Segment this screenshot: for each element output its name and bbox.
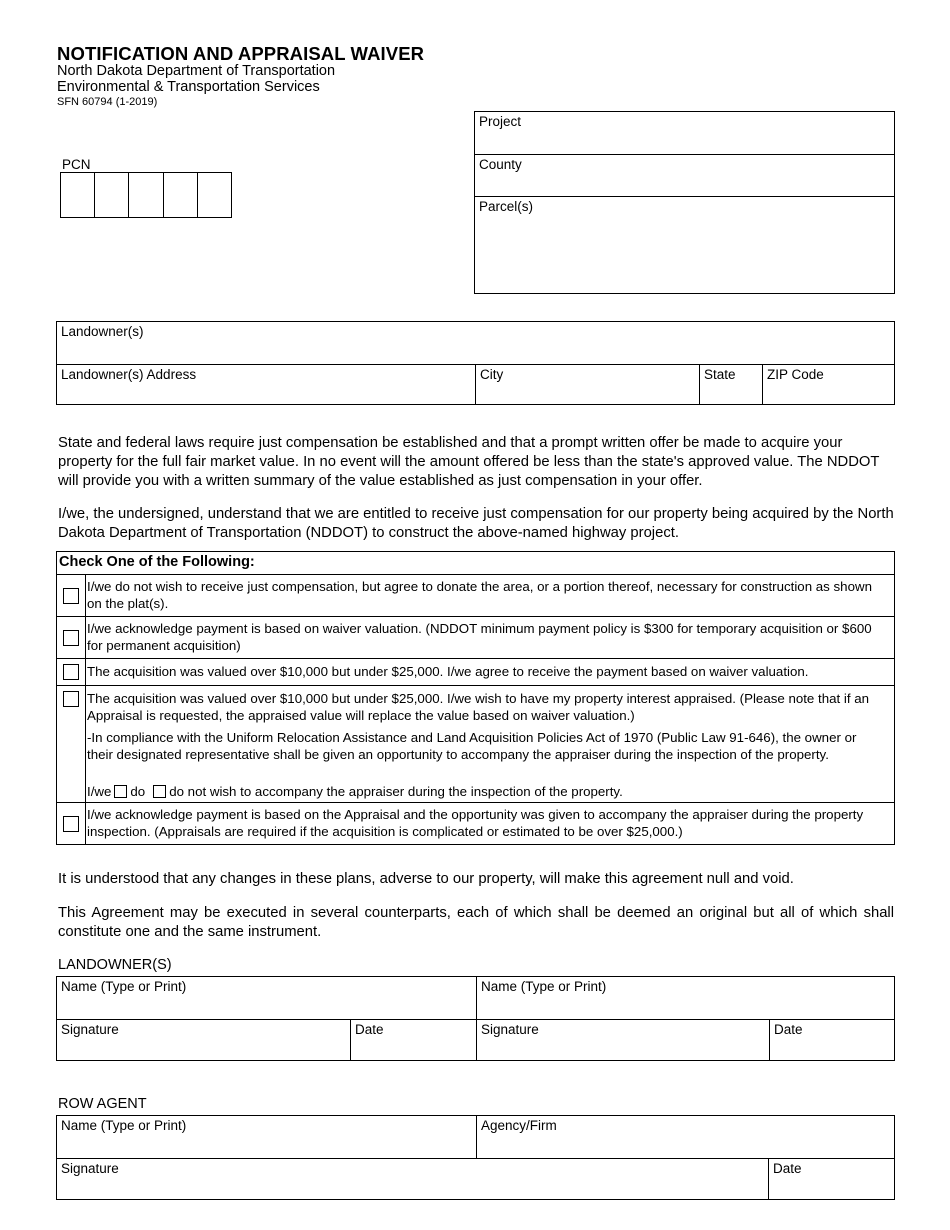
accompany-do-not-checkbox[interactable] — [153, 785, 166, 798]
county-field[interactable] — [475, 154, 894, 196]
signature-label: Signature — [481, 1022, 539, 1037]
landowner-signature-box — [56, 976, 895, 1061]
appraisal-payment-checkbox[interactable] — [63, 816, 79, 832]
appraisal-payment-option-text: I/we acknowledge payment is based on the Appraisal and the opportunity was given to accompany the appraiser during the property inspection. (Appraisals are required if the acquisition is complicated or estimated to be over $25,000.) — [87, 807, 864, 839]
appraise-checkbox[interactable] — [63, 691, 79, 707]
accompany-do-checkbox[interactable] — [114, 785, 127, 798]
landowner-signature-field-2[interactable] — [476, 1019, 769, 1060]
option-row-donate — [57, 574, 894, 616]
signature-label: Signature — [61, 1022, 119, 1037]
accompany-prefix: I/we — [87, 784, 112, 799]
donate-option-text: I/we do not wish to receive just compensation, but agree to donate the area, or a portion thereof, necessary for construction as shown on the plat(s). — [87, 579, 872, 611]
agent-date-label: Date — [773, 1161, 802, 1176]
accompany-do-label: do — [130, 784, 146, 799]
form-title: NOTIFICATION AND APPRAISAL WAIVER — [57, 43, 425, 64]
project-field[interactable] — [475, 112, 894, 154]
landowner-name-field-2[interactable] — [476, 977, 894, 1019]
option-row-appraisal-payment — [57, 802, 894, 845]
pcn-input-boxes — [60, 172, 232, 218]
project-info-box — [474, 111, 895, 294]
agency-field[interactable] — [476, 1116, 894, 1158]
option-row-appraise — [57, 685, 894, 802]
option-row-waiver-valuation — [57, 616, 894, 658]
donate-checkbox[interactable] — [63, 588, 79, 604]
pcn-digit-box[interactable] — [164, 173, 198, 217]
waiver-10k-25k-checkbox[interactable] — [63, 664, 79, 680]
county-label: County — [479, 157, 522, 172]
landowners-section-label: LANDOWNER(S) — [58, 957, 172, 973]
landowner-info-box — [56, 321, 895, 405]
agent-signature-label: Signature — [61, 1161, 119, 1176]
uniform-act-text: -In compliance with the Uniform Relocation Assistance and Land Acquisition Policies Act of 1970 (Public Law 91-646), the owner or their designated representative shall be given an opportunity to accompany the appraiser during the inspection of the property. — [87, 730, 857, 762]
accompany-do-not-label: do not wish to accompany the appraiser during the inspection of the property. — [169, 784, 623, 799]
city-label: City — [480, 367, 504, 382]
landowner-name-field-1[interactable] — [57, 977, 476, 1019]
row-agent-box — [56, 1115, 895, 1200]
address-label: Landowner(s) Address — [61, 367, 197, 382]
state-label: State — [704, 367, 736, 382]
name-label: Name (Type or Print) — [61, 979, 187, 994]
agent-date-field[interactable] — [768, 1158, 894, 1199]
landowners-label: Landowner(s) — [61, 324, 144, 339]
parcels-field[interactable] — [475, 196, 894, 293]
landowner-date-field-1[interactable] — [350, 1019, 476, 1060]
appraise-option-text: The acquisition was valued over $10,000 but under $25,000. I/we wish to have my property interest appraised. (Please note that if an Appraisal is requested, the appraised value will replace the value based on waiver valuation.) — [87, 691, 870, 723]
form-number: SFN 60794 (1-2019) — [57, 96, 158, 108]
pcn-digit-box[interactable] — [198, 173, 231, 217]
changes-paragraph: It is understood that any changes in these plans, adverse to our property, will make this agreement null and void. — [58, 871, 794, 887]
acknowledgement-paragraph: I/we, the undersigned, understand that we are entitled to receive just compensation for our property being acquired by the North Dakota Department of Transportation (NDDOT) to construct the above-named highway project. — [58, 506, 894, 541]
city-field[interactable] — [475, 364, 699, 405]
date-label: Date — [355, 1022, 384, 1037]
waiver-10k-25k-option-text: The acquisition was valued over $10,000 but under $25,000. I/we agree to receive the payment based on waiver valuation. — [87, 664, 809, 679]
address-field[interactable] — [57, 364, 475, 405]
options-table — [56, 551, 895, 845]
date-label: Date — [774, 1022, 803, 1037]
pcn-digit-box[interactable] — [129, 173, 163, 217]
pcn-digit-box[interactable] — [95, 173, 129, 217]
waiver-valuation-checkbox[interactable] — [63, 630, 79, 646]
counterparts-paragraph: This Agreement may be executed in several counterparts, each of which shall be deemed an original but all of which shall constitute one and the same instrument. — [58, 905, 894, 940]
options-heading: Check One of the Following: — [59, 554, 255, 570]
zip-field[interactable] — [762, 364, 894, 405]
division-name: Environmental & Transportation Services — [57, 79, 320, 95]
parcels-label: Parcel(s) — [479, 199, 534, 214]
zip-label: ZIP Code — [767, 367, 824, 382]
waiver-valuation-option-text: I/we acknowledge payment is based on waiver valuation. (NDDOT minimum payment policy is $300 for temporary acquisition or $600 for permanent acquisition) — [87, 621, 872, 653]
name-label: Name (Type or Print) — [481, 979, 607, 994]
landowners-field[interactable] — [57, 322, 894, 364]
state-field[interactable] — [699, 364, 762, 405]
pcn-label: PCN — [62, 157, 91, 172]
option-row-waiver-10k-25k — [57, 658, 894, 685]
department-name: North Dakota Department of Transportation — [57, 63, 336, 79]
landowner-signature-field-1[interactable] — [57, 1019, 350, 1060]
compensation-paragraph: State and federal laws require just compensation be established and that a prompt written offer be made to acquire your property for the full fair market value. In no event will the amount offered be less than the state's approved value. The NDDOT will provide you with a written summary of the value established as just compensation in your offer. — [58, 435, 880, 489]
project-label: Project — [479, 114, 522, 129]
row-agent-section-label: ROW AGENT — [58, 1096, 147, 1112]
agency-label: Agency/Firm — [481, 1118, 557, 1133]
accompany-line — [87, 783, 884, 800]
agent-signature-field[interactable] — [57, 1158, 768, 1199]
pcn-digit-box[interactable] — [61, 173, 95, 217]
agent-name-field[interactable] — [57, 1116, 476, 1158]
landowner-date-field-2[interactable] — [769, 1019, 894, 1060]
agent-name-label: Name (Type or Print) — [61, 1118, 187, 1133]
